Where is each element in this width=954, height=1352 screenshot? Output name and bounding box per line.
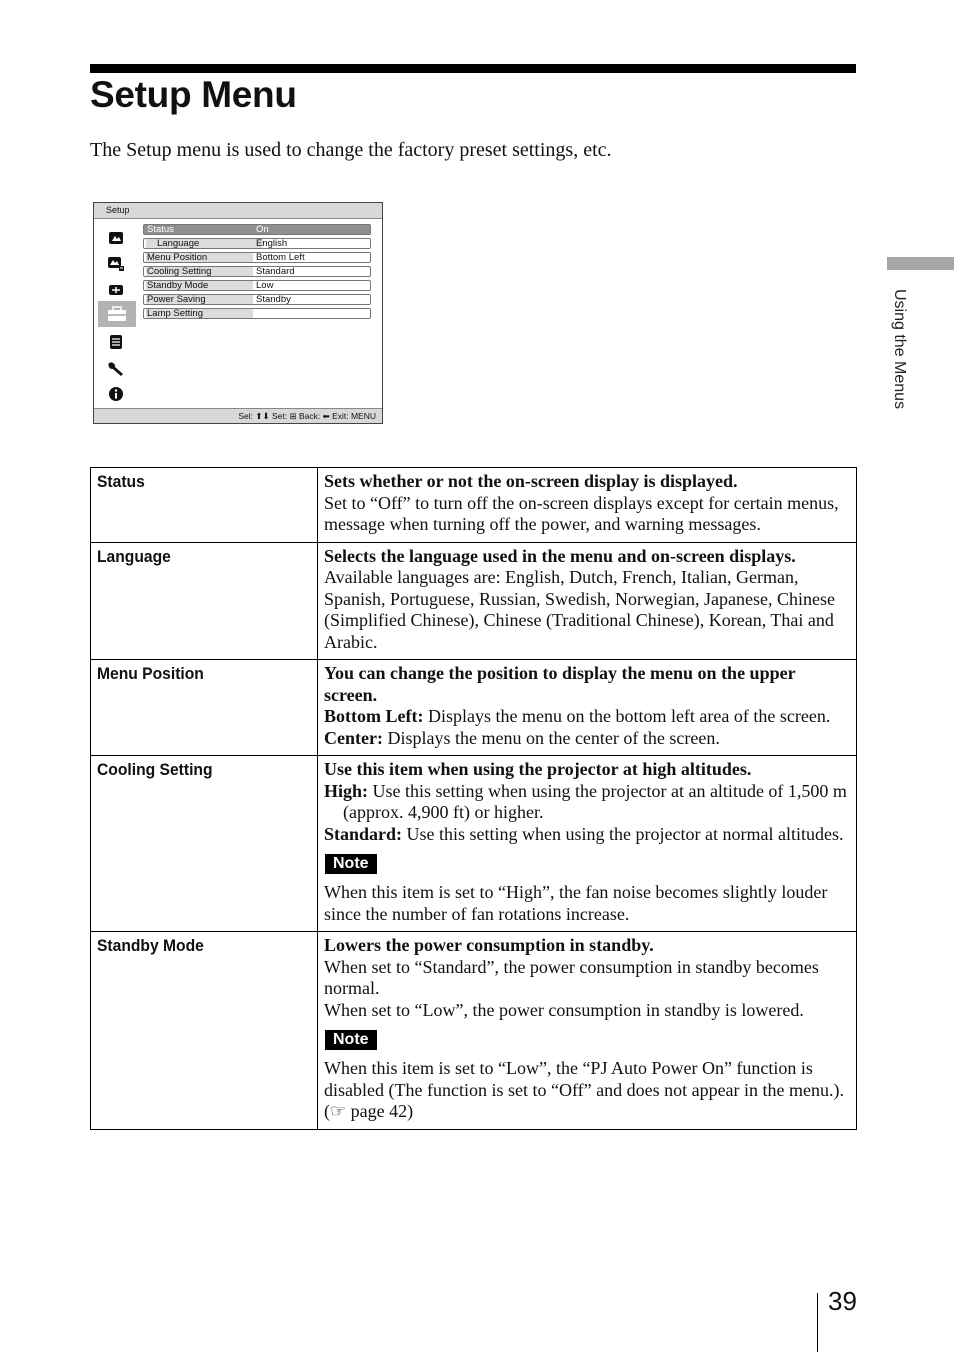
option-item	[324, 706, 850, 728]
table-row	[91, 756, 857, 932]
option-label: Center:	[324, 727, 383, 748]
note-text: When this item is set to “High”, the fan noise becomes slightly louder since the number of fan rotations increase.	[324, 882, 828, 924]
option-item	[324, 781, 850, 824]
term-menu-position: Menu Position	[91, 660, 300, 756]
lead-text: Selects the language used in the menu and on-screen displays.	[324, 545, 796, 566]
note-badge: Note	[325, 854, 377, 874]
desc-cooling-setting	[318, 756, 857, 932]
osd-title: Setup	[106, 205, 130, 215]
desc-standby-mode	[318, 932, 857, 1130]
setup-icon	[98, 301, 136, 327]
option-label: High:	[324, 780, 369, 801]
term-cooling-setting: Cooling Setting	[91, 756, 300, 932]
option-text: Displays the menu on the center of the screen.	[382, 727, 720, 748]
osd-row-label: Power Saving	[146, 295, 253, 304]
settings-table	[90, 467, 857, 1130]
desc-menu-position	[318, 660, 857, 756]
page-number: 39	[828, 1286, 857, 1316]
osd-icon-column	[97, 223, 137, 409]
desc-status	[318, 468, 857, 543]
note-text: When this item is set to “Low”, the “PJ Auto Power On” function is disabled (The function is set to “Off” and does not appear in the menu.). (☞ page 42)	[324, 1058, 845, 1121]
lead-text: Use this item when using the projector at high altitudes.	[324, 759, 752, 779]
osd-help-bar	[94, 408, 382, 423]
option-label: Bottom Left:	[324, 706, 424, 726]
osd-row-label: Status	[147, 224, 174, 235]
title-rule	[90, 64, 856, 73]
osd-row-value: English	[256, 238, 288, 249]
osd-row-label: Language	[146, 239, 263, 248]
term-language: Language	[91, 542, 300, 660]
osd-row-label: Cooling Setting	[146, 267, 253, 276]
osd-title-bar	[94, 203, 382, 219]
advanced-picture-icon	[106, 255, 126, 273]
body-text: When set to “Low”, the power consumption in standby is lowered.	[324, 999, 804, 1020]
osd-row-standby-mode	[143, 280, 371, 291]
table-row	[91, 542, 857, 660]
option-item	[324, 728, 850, 750]
osd-row-menu-position	[143, 252, 371, 263]
picture-icon	[106, 229, 126, 247]
note-badge: Note	[325, 1030, 377, 1050]
intro-text: The Setup menu is used to change the factory preset settings, etc.	[90, 139, 612, 161]
osd-row-value: Standard	[256, 266, 295, 277]
lead-text: You can change the position to display the menu on the upper screen.	[324, 663, 796, 705]
osd-row-label: Menu Position	[146, 253, 253, 262]
osd-row-value: Low	[256, 280, 274, 291]
setup-menu-screenshot	[93, 202, 383, 424]
osd-row-cooling-setting	[143, 266, 371, 277]
body-text: When set to “Standard”, the power consumption in standby becomes normal.	[324, 956, 819, 998]
option-item	[324, 824, 850, 846]
option-label: Standard:	[324, 823, 403, 844]
installation-icon	[106, 359, 126, 377]
page-title: Setup Menu	[90, 74, 297, 115]
option-text: Displays the menu on the bottom left area of the screen.	[423, 706, 831, 726]
body-text: Available languages are: English, Dutch, French, Italian, German, Spanish, Portuguese, Russian, Swedish, Norwegian, Japanese, Chinese (Simplified Chinese), Chinese (Traditional Chinese), Korean, Thai and Arabic.	[324, 567, 835, 652]
option-text: Use this setting when using the projector at an altitude of 1,500 m (approx. 4,900 ft) or higher.	[343, 780, 847, 822]
osd-row-language	[143, 238, 371, 249]
table-row	[91, 660, 857, 756]
osd-row-status	[143, 224, 371, 235]
desc-language	[318, 542, 857, 660]
osd-row-value: Standby	[256, 294, 291, 305]
section-label: Using the Menus	[891, 289, 908, 410]
osd-row-label: Standby Mode	[146, 281, 253, 290]
page-number-rule	[817, 1293, 818, 1352]
option-text: Use this setting when using the projector at normal altitudes.	[402, 823, 844, 844]
lead-text: Lowers the power consumption in standby.	[324, 935, 654, 955]
osd-row-label: Lamp Setting	[146, 309, 253, 318]
information-icon	[106, 385, 126, 403]
section-tab-marker	[887, 257, 954, 270]
osd-help-text: Sel: ⬆⬇ Set: ⊞ Back: ⬅ Exit: MENU	[238, 411, 376, 421]
body-text: Set to “Off” to turn off the on-screen displays except for certain menus, message when turning off the power, and warning messages.	[324, 492, 839, 534]
osd-row-power-saving	[143, 294, 371, 305]
term-status: Status	[91, 468, 300, 543]
lead-text: Sets whether or not the on-screen display is displayed.	[324, 471, 738, 491]
menu-setting-icon	[106, 333, 126, 351]
table-row	[91, 468, 857, 543]
osd-row-value: On	[256, 224, 269, 235]
screen-icon	[106, 281, 126, 299]
osd-row-value: Bottom Left	[256, 252, 305, 263]
osd-row-lamp-setting	[143, 308, 371, 319]
table-row	[91, 932, 857, 1130]
term-standby-mode: Standby Mode	[91, 932, 300, 1130]
